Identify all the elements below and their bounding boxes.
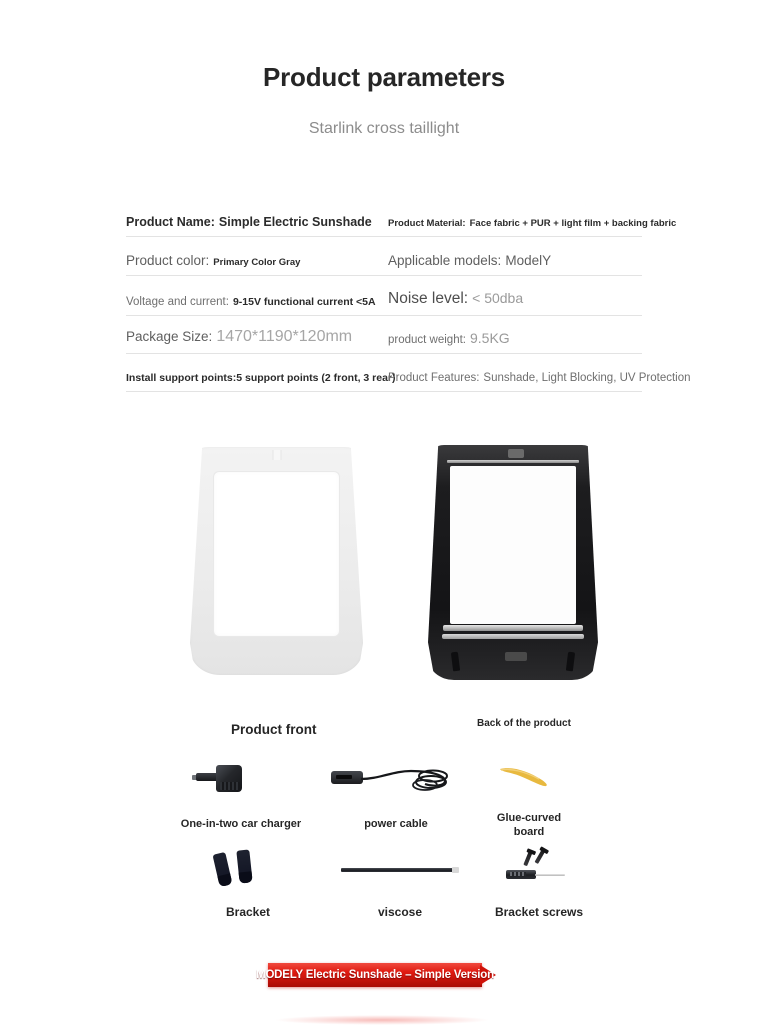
table-row <box>126 354 691 392</box>
charger-grip-ridges <box>220 782 240 790</box>
glue-curved-board-caption <box>490 812 568 840</box>
spec-cell-product-color <box>126 253 388 275</box>
spec-label: Product Material: <box>388 218 466 229</box>
spec-value: Sunshade, Light Blocking, UV Protection <box>483 372 691 384</box>
spec-value: Face fabric + PUR + light film + backing fabric <box>469 218 677 229</box>
spec-cell-package-size <box>126 328 388 353</box>
spec-cell-voltage-current <box>126 296 388 315</box>
spec-cell-noise-level <box>388 290 642 315</box>
viscose-end-tab <box>452 867 459 873</box>
spec-table <box>126 203 691 392</box>
bracket-piece-right <box>236 849 252 883</box>
page-title: Product parameters <box>262 62 506 92</box>
spec-label: Applicable models: <box>388 253 502 268</box>
screw-two <box>535 849 546 864</box>
spec-value: 5 support points (2 front, 3 rear) <box>236 372 396 384</box>
spec-value: Simple Electric Sunshade <box>218 215 372 229</box>
spec-label: product weight: <box>388 334 466 346</box>
spec-label: Product Features: <box>388 372 480 384</box>
table-row <box>126 203 677 237</box>
spec-cell-product-features <box>388 372 691 391</box>
banner-label: MODELY Electric Sunshade – Simple Version <box>256 969 494 981</box>
spec-value: 1470*1190*120mm <box>216 328 353 345</box>
bracket-image <box>214 850 266 886</box>
table-row <box>126 276 642 316</box>
bracket-screws-caption: Bracket screws <box>494 905 584 919</box>
glue-board-shape <box>498 762 560 788</box>
product-front-image <box>190 447 363 675</box>
screw-one <box>523 851 532 866</box>
page-subtitle: Starlink cross taillight <box>308 120 460 137</box>
back-bottom-rail-secondary <box>442 634 585 639</box>
back-panel <box>450 466 576 623</box>
spec-value: Primary Color Gray <box>213 257 301 268</box>
table-row <box>126 316 642 354</box>
charger-barrel <box>196 773 218 781</box>
spec-cell-product-name <box>126 215 388 236</box>
front-notch-detail <box>272 450 281 460</box>
spec-label: Voltage and current: <box>126 296 229 308</box>
back-top-module <box>508 449 524 458</box>
car-charger-image <box>196 762 252 794</box>
viscose-image <box>341 866 459 874</box>
glue-caption-line1: Glue-curved <box>496 812 562 824</box>
cable-cord <box>359 763 459 795</box>
screwdriver-grip <box>510 872 526 876</box>
spec-value: 9-15V functional current <5A <box>232 296 376 308</box>
spec-value: 9.5KG <box>470 330 510 346</box>
spec-cell-applicable-models <box>388 253 642 275</box>
spec-cell-product-weight <box>388 330 642 353</box>
back-bottom-rail <box>443 625 582 631</box>
product-back-caption: Back of the product <box>477 718 571 729</box>
screwdriver-shaft <box>535 874 565 877</box>
table-row <box>126 237 642 276</box>
viscose-strip <box>341 868 453 872</box>
back-top-rail <box>447 460 580 463</box>
back-motor-module <box>505 652 527 661</box>
spec-label: Noise level: <box>388 290 469 307</box>
spec-label: Install support points: <box>126 372 237 384</box>
product-back-image <box>428 445 598 680</box>
bracket-screws-image <box>506 848 572 886</box>
spec-cell-product-material <box>388 218 676 236</box>
viscose-caption: viscose <box>377 905 423 919</box>
glue-curved-board-image <box>498 762 560 788</box>
product-banner <box>256 963 496 987</box>
car-charger-caption: One-in-two car charger <box>180 818 302 830</box>
spec-label: Package Size: <box>126 329 213 344</box>
spec-value: < 50dba <box>472 290 524 306</box>
cable-connector-slot <box>336 775 352 779</box>
product-front-caption: Product front <box>231 722 317 737</box>
bracket-caption: Bracket <box>225 905 271 919</box>
power-cable-image <box>331 763 459 795</box>
power-cable-caption: power cable <box>364 818 428 830</box>
spec-value: ModelY <box>505 253 552 268</box>
bracket-piece-left <box>212 852 232 887</box>
glue-caption-line2: board <box>513 825 545 838</box>
spec-label: Product color: <box>126 253 210 268</box>
spec-label: Product Name: <box>126 215 215 229</box>
spec-cell-install-support-points <box>126 372 396 391</box>
front-panel <box>214 472 339 636</box>
